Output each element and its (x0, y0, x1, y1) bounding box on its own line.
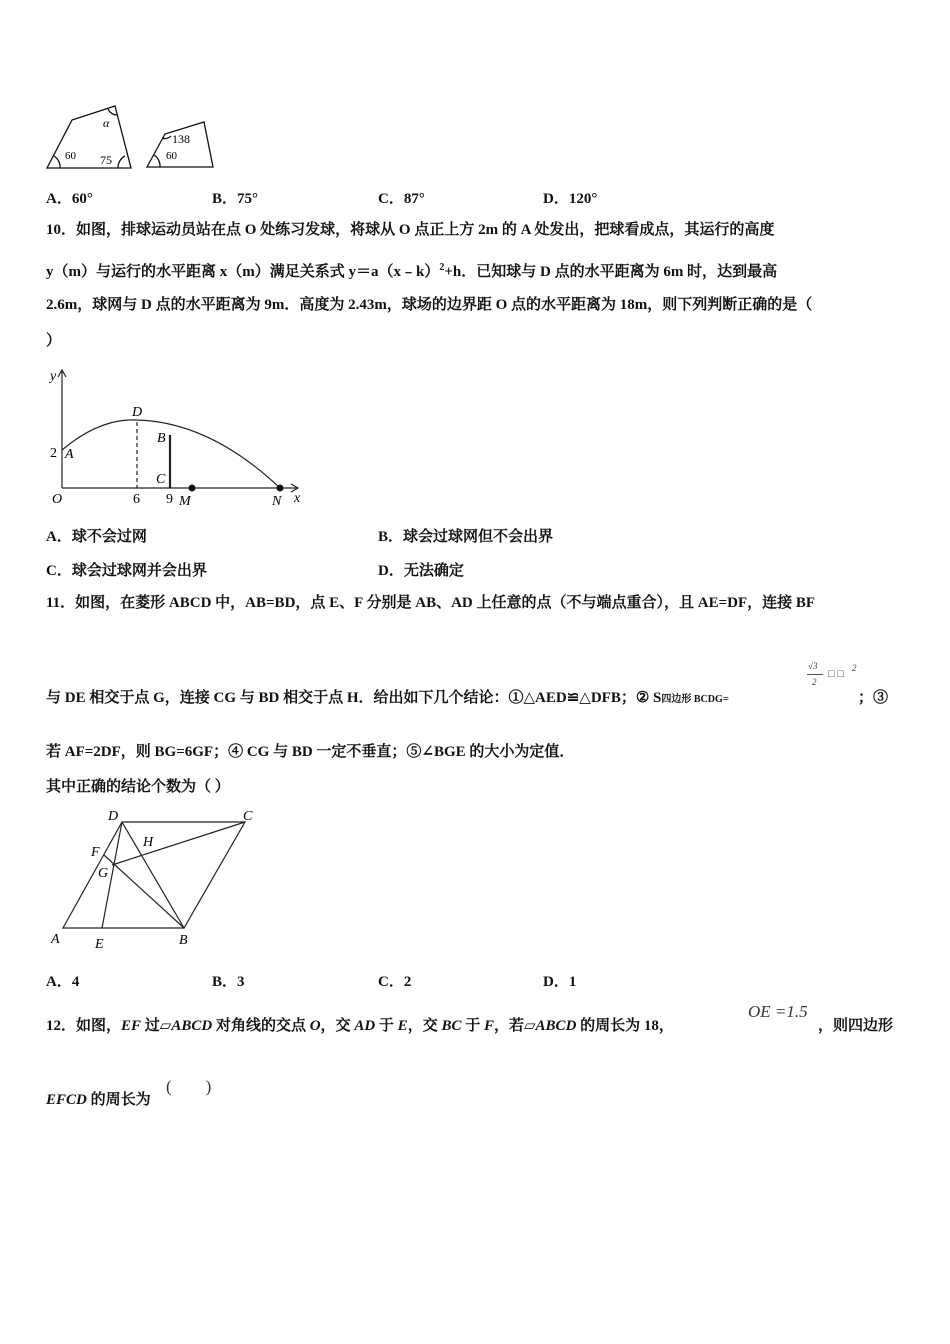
q11-formula-boxes: □ □ (828, 668, 845, 680)
q10-option-a[interactable]: A．球不会过网 (46, 529, 147, 545)
q12-oe-formula: OE =1.5 (748, 1002, 808, 1021)
q10-option-c[interactable]: C．球会过球网并会出界 (46, 563, 207, 579)
q9-angle-75: 75 (100, 153, 112, 167)
q11-option-d[interactable]: D．1 (543, 974, 577, 990)
q11-label-a: A (51, 932, 60, 947)
q9-option-c[interactable]: C．87° (378, 191, 425, 207)
q11-option-b[interactable]: B．3 (212, 974, 245, 990)
q9-angle-60-b: 60 (166, 150, 177, 162)
q12-line-1-end: ，则四边形 (818, 1018, 894, 1034)
q11-formula-fraction-bar (807, 674, 823, 675)
q9-angle-138: 138 (172, 132, 190, 146)
q11-line-1: 11．如图，在菱形 ABCD 中，AB=BD，点 E、F 分别是 AB、AD 上任意的点（不与端点重合），且 AE=DF，连接 BF (46, 595, 816, 611)
q9-option-b[interactable]: B．75° (212, 191, 259, 207)
q11-line-3: 若 AF=2DF，则 BG=6GF；④ CG 与 BD 一定不垂直；⑤∠BGE 的大小为定值． (46, 744, 575, 760)
q11-line-2: 与 DE 相交于点 G，连接 CG 与 BD 相交于点 H．给出如下几个结论：①△AED≌△DFB；② S四边形 BCDG= (46, 690, 730, 706)
q9-figure (40, 100, 230, 175)
q10-label-c: C (156, 472, 166, 487)
q10-line-1: 10．如图，排球运动员站在点 O 处练习发球，将球从 O 点正上方 2m 的 A 处发出，把球看成点，其运行的高度 (46, 222, 775, 238)
q11-label-b: B (179, 933, 188, 948)
q10-tick-2: 2 (50, 446, 57, 461)
q11-line-2-end: ；③ (858, 690, 889, 706)
q10-option-b[interactable]: B．球会过球网但不会出界 (378, 529, 554, 545)
q10-tick-6: 6 (133, 492, 140, 507)
q12-line-1: 12．如图，EF 过▱ABCD 对角线的交点 O，交 AD 于 E，交 BC 于 F，若▱ABCD 的周长为 18， (46, 1018, 674, 1034)
q10-tick-9: 9 (166, 492, 173, 507)
q11-label-g: G (98, 866, 109, 881)
q12-answer-blank[interactable]: ( ) (166, 1077, 212, 1096)
q11-option-c[interactable]: C．2 (378, 974, 412, 990)
q11-formula-exponent: 2 (852, 663, 857, 673)
q9-angle-alpha: α (103, 116, 110, 130)
q11-label-f: F (91, 845, 100, 860)
q10-figure (40, 362, 310, 512)
q10-label-n: N (272, 494, 282, 509)
q10-line-2: y（m）与运行的水平距离 x（m）满足关系式 y＝a（x﹣k）$^2$+h．已知球与 D 点的水平距离为 6m 时，达到最高 (46, 262, 778, 280)
q9-angle-60-a: 60 (65, 150, 76, 162)
q11-formula-denominator: 2 (812, 677, 817, 687)
q11-line-4: 其中正确的结论个数为（ ） (46, 779, 230, 795)
q10-line-4: ） (46, 333, 62, 349)
q10-line-3: 2.6m，球网与 D 点的水平距离为 9m．高度为 2.43m，球场的边界距 O 点的水平距离为 18m，则下列判断正确的是（ (46, 297, 813, 313)
q11-label-d: D (108, 809, 119, 824)
q11-label-c: C (243, 809, 253, 824)
q12-line-2: EFCD 的周长为 (46, 1092, 151, 1108)
q10-label-y: y (50, 369, 57, 384)
q11-formula-numerator: √3 (808, 661, 818, 671)
q10-label-a: A (65, 447, 74, 462)
q9-option-a[interactable]: A．60° (46, 191, 93, 207)
q11-option-a[interactable]: A．4 (46, 974, 80, 990)
q10-option-d[interactable]: D．无法确定 (378, 563, 464, 579)
q10-label-origin: O (52, 492, 63, 507)
q9-option-d[interactable]: D．120° (543, 191, 598, 207)
q10-label-m: M (179, 494, 191, 509)
q11-figure (45, 802, 265, 952)
q11-label-e: E (95, 937, 104, 952)
q10-label-b: B (157, 431, 166, 446)
q10-label-x: x (294, 491, 301, 506)
q11-label-h: H (143, 835, 154, 850)
q10-label-d: D (132, 405, 143, 420)
